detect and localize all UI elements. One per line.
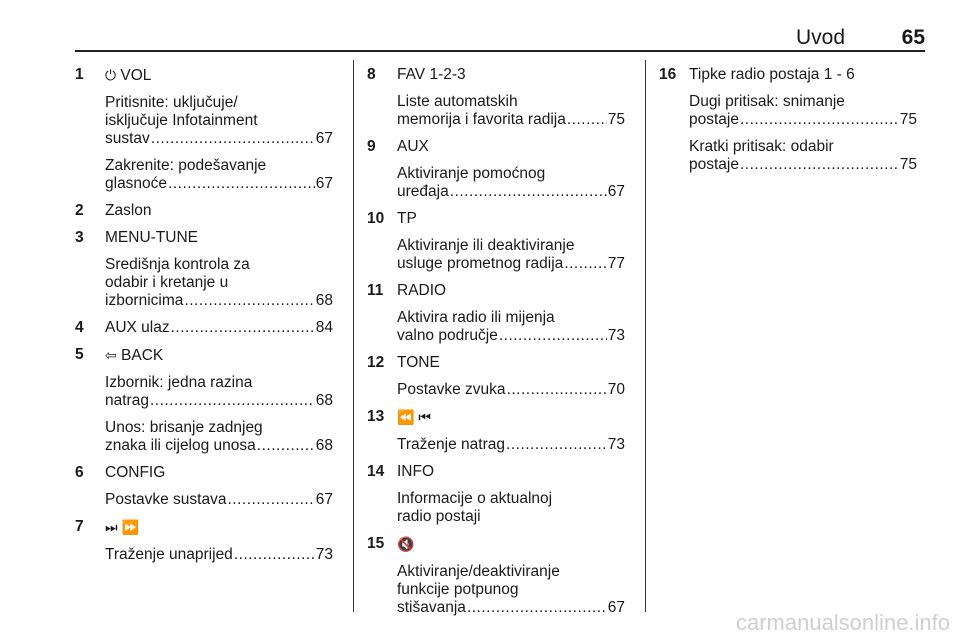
item-number: 8 — [367, 66, 376, 83]
toc-text: znaka ili cijelog unosa — [105, 437, 256, 454]
back-arrow-icon: ⇦ — [105, 347, 117, 363]
item-description — [105, 546, 333, 573]
item-number: 4 — [75, 319, 84, 336]
column-2 — [367, 66, 625, 626]
item-description — [689, 93, 917, 138]
item-description — [105, 419, 333, 464]
toc-entry — [105, 437, 333, 455]
item-description — [397, 563, 625, 626]
list-item — [75, 518, 333, 573]
page-reference: 67 — [315, 491, 333, 508]
column-divider — [645, 60, 646, 612]
dot-leader — [740, 111, 899, 129]
description-line: odabir i kretanje u — [105, 274, 229, 291]
page-reference: 67 — [315, 130, 333, 147]
toc-entry — [397, 111, 625, 129]
item-number: 12 — [367, 354, 385, 371]
page-reference: 75 — [899, 156, 917, 173]
dot-leader — [151, 130, 315, 148]
toc-entry — [397, 599, 625, 617]
page-reference: 77 — [607, 255, 625, 272]
toc-text: memorija i favorita radija — [397, 111, 566, 128]
list-item — [367, 210, 625, 282]
section-title: Uvod — [795, 26, 845, 49]
dot-leader — [567, 111, 607, 129]
list-item — [367, 408, 625, 463]
dot-leader — [506, 436, 607, 454]
toc-text: izbornicima — [105, 292, 184, 309]
list-item — [367, 535, 625, 626]
toc-entry — [689, 156, 917, 174]
description-line: isključuje Infotainment — [105, 112, 258, 129]
description-line: Kratki pritisak: odabir — [689, 138, 834, 155]
description-line: radio postaji — [397, 508, 481, 525]
column-1 — [75, 66, 333, 573]
dot-leader — [257, 437, 315, 455]
dot-leader — [467, 599, 607, 617]
item-title — [689, 66, 917, 93]
item-label: TP — [397, 210, 417, 227]
page-header — [75, 20, 925, 50]
dot-leader — [499, 327, 607, 345]
item-label: FAV 1-2-3 — [397, 66, 466, 83]
toc-entry — [105, 130, 333, 148]
description-line: Aktiviranje ili deaktiviranje — [397, 237, 575, 254]
item-title — [397, 463, 625, 490]
item-title — [397, 66, 625, 93]
description-line: Pritisnite: uključuje/ — [105, 94, 238, 111]
dot-leader — [184, 292, 314, 310]
item-number: 6 — [75, 464, 84, 481]
dot-leader — [234, 546, 315, 564]
item-number: 2 — [75, 202, 84, 219]
item-title — [105, 202, 333, 229]
toc-entry — [105, 292, 333, 310]
item-label: Zaslon — [105, 202, 152, 219]
item-number: 9 — [367, 138, 376, 155]
toc-text: glasnoće — [105, 175, 168, 192]
item-number: 16 — [659, 66, 677, 83]
list-item — [367, 354, 625, 408]
toc-entry — [689, 111, 917, 129]
description-line: Zakrenite: podešavanje — [105, 157, 267, 174]
page-reference: 68 — [315, 392, 333, 409]
toc-entry — [397, 436, 625, 454]
toc-text: Traženje unaprijed — [105, 546, 233, 563]
item-label: INFO — [397, 463, 435, 480]
dot-leader — [507, 381, 607, 399]
item-title — [105, 518, 333, 546]
page-reference: 67 — [315, 175, 333, 192]
toc-entry — [397, 381, 625, 399]
toc-text: natrag — [105, 392, 149, 409]
item-label: BACK — [121, 347, 164, 364]
toc-entry — [105, 546, 333, 564]
list-item — [367, 463, 625, 535]
item-description — [689, 138, 917, 183]
page-reference: 84 — [315, 319, 333, 336]
item-title — [105, 346, 333, 374]
seek-back-icon: ⏪ ⏮ — [397, 409, 431, 425]
item-title — [397, 535, 625, 563]
page-reference: 68 — [315, 437, 333, 454]
column-divider — [353, 60, 354, 612]
item-title — [397, 210, 625, 237]
item-number: 14 — [367, 463, 385, 480]
item-number: 7 — [75, 518, 84, 535]
item-description — [105, 157, 333, 202]
page-reference: 67 — [607, 183, 625, 200]
page-reference: 68 — [315, 292, 333, 309]
list-item — [367, 66, 625, 138]
item-label: CONFIG — [105, 464, 166, 481]
list-item — [75, 464, 333, 518]
dot-leader — [168, 175, 315, 193]
seek-forward-icon: ⏭ ⏩ — [105, 519, 139, 535]
dot-leader — [150, 392, 315, 410]
page-reference: 70 — [607, 381, 625, 398]
item-description — [105, 256, 333, 319]
toc-text: Traženje natrag — [397, 436, 505, 453]
item-number: 1 — [75, 66, 84, 83]
item-description — [397, 436, 625, 463]
toc-text: postaje — [689, 156, 739, 173]
dot-leader — [450, 183, 607, 201]
description-line: Aktivira radio ili mijenja — [397, 309, 555, 326]
toc-entry — [397, 255, 625, 273]
item-description — [397, 237, 625, 282]
page-reference: 75 — [899, 111, 917, 128]
description-line: funkcije potpunog — [397, 581, 519, 598]
description-line: Liste automatskih — [397, 93, 518, 110]
item-title — [105, 66, 333, 94]
item-description — [397, 93, 625, 138]
list-item — [75, 346, 333, 464]
page-reference: 73 — [315, 546, 333, 563]
item-description — [397, 165, 625, 210]
item-number: 10 — [367, 210, 385, 227]
page-reference: 73 — [607, 436, 625, 453]
header-rule — [75, 50, 925, 52]
dot-leader — [564, 255, 606, 273]
item-title — [397, 408, 625, 436]
dot-leader — [227, 491, 314, 509]
item-description — [105, 374, 333, 419]
list-item — [659, 66, 917, 183]
item-title — [105, 229, 333, 256]
item-description — [397, 309, 625, 354]
toc-entry — [397, 183, 625, 201]
page-reference: 75 — [607, 111, 625, 128]
list-item — [75, 229, 333, 319]
toc-text: Postavke zvuka — [397, 381, 506, 398]
description-line: Unos: brisanje zadnjeg — [105, 419, 263, 436]
item-description — [105, 319, 333, 346]
toc-text: usluge prometnog radija — [397, 255, 564, 272]
item-title — [397, 282, 625, 309]
toc-text: Postavke sustava — [105, 491, 227, 508]
list-item — [75, 202, 333, 229]
power-icon: ⏻ — [105, 67, 117, 83]
mute-icon: 🔇 — [397, 536, 415, 552]
item-title — [397, 138, 625, 165]
toc-entry — [105, 319, 333, 337]
toc-entry — [105, 491, 333, 509]
description-line: Izbornik: jedna razina — [105, 374, 253, 391]
item-label: RADIO — [397, 282, 447, 299]
item-label: MENU-TUNE — [105, 229, 198, 246]
item-description — [105, 491, 333, 518]
item-number: 15 — [367, 535, 385, 552]
dot-leader — [740, 156, 899, 174]
description-line: Dugi pritisak: snimanje — [689, 93, 845, 110]
toc-text: postaje — [689, 111, 739, 128]
toc-entry — [397, 327, 625, 345]
item-number: 13 — [367, 408, 385, 425]
column-3 — [659, 66, 917, 183]
toc-entry — [105, 392, 333, 410]
description-line: Informacije o aktualnoj — [397, 490, 553, 507]
list-item — [75, 319, 333, 346]
description-line: Središnja kontrola za — [105, 256, 250, 273]
toc-entry — [105, 175, 333, 193]
page-reference: 73 — [607, 327, 625, 344]
toc-text: AUX ulaz — [105, 319, 170, 336]
item-number: 3 — [75, 229, 84, 246]
description-line: Aktiviranje/deaktiviranje — [397, 563, 560, 580]
item-label: VOL — [120, 67, 152, 84]
description-line: Aktiviranje pomoćnog — [397, 165, 546, 182]
item-title — [105, 464, 333, 491]
page-number: 65 — [901, 26, 925, 49]
item-description — [105, 94, 333, 157]
list-item — [75, 66, 333, 202]
dot-leader — [171, 319, 315, 337]
item-label: AUX — [397, 138, 429, 155]
toc-text: stišavanja — [397, 599, 466, 616]
item-title — [397, 354, 625, 381]
page-reference: 67 — [607, 599, 625, 616]
watermark: carmanualsonline.info — [735, 610, 950, 635]
item-number: 5 — [75, 346, 84, 363]
item-description — [397, 490, 625, 535]
list-item — [367, 282, 625, 354]
item-number: 11 — [367, 282, 384, 299]
list-item — [367, 138, 625, 210]
item-label: TONE — [397, 354, 440, 371]
item-label: Tipke radio postaja 1 - 6 — [689, 66, 855, 83]
toc-text: valno područje — [397, 327, 498, 344]
item-description — [397, 381, 625, 408]
toc-text: uređaja — [397, 183, 449, 200]
toc-text: sustav — [105, 130, 150, 147]
